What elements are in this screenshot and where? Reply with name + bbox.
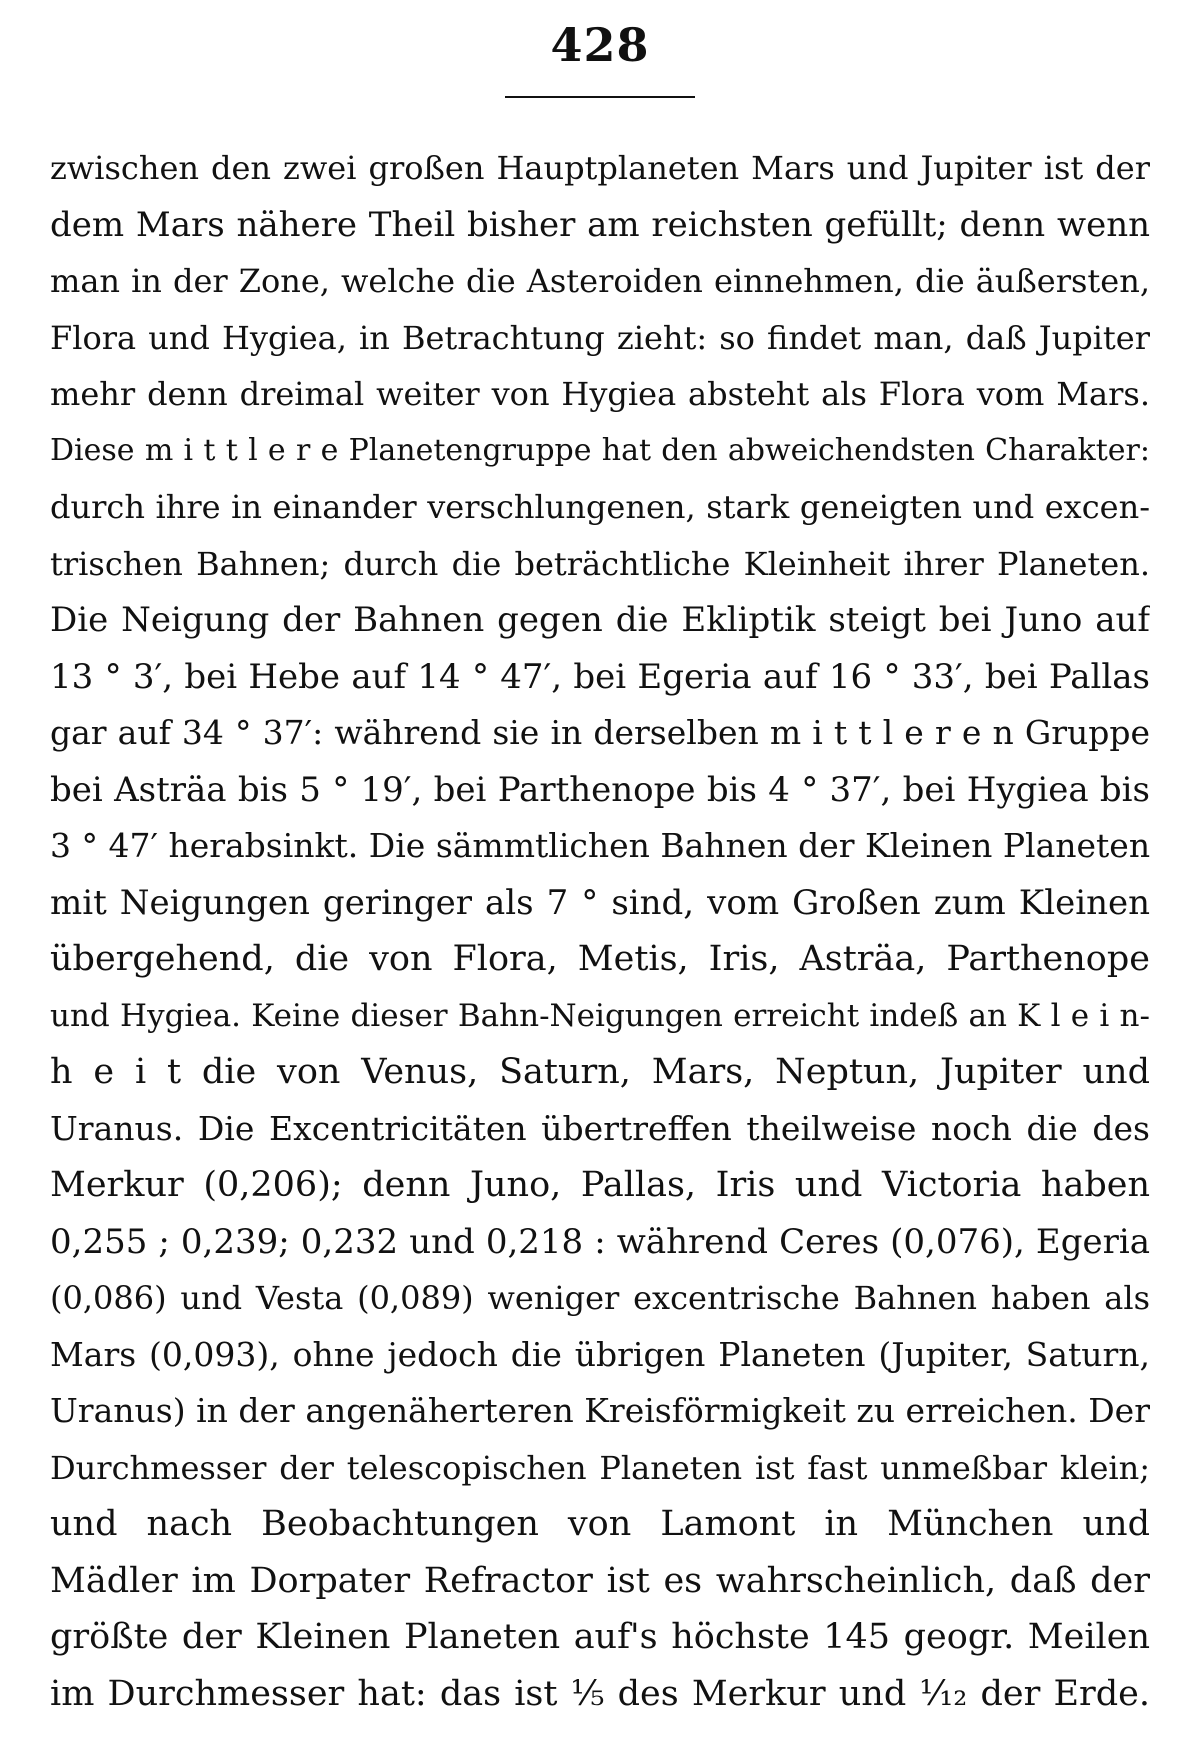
text-line: zwischen den zwei großen Hauptplaneten Mars und Jupiter ist der <box>50 149 1150 187</box>
text-line: mehr denn dreimal weiter von Hygiea absteht als Flora vom Mars. <box>50 375 1150 413</box>
text-line: Mädler im Dorpater Refractor ist es wahrscheinlich, daß der <box>50 1560 1150 1601</box>
text-line: Uranus) in der angenäherteren Kreisförmigkeit zu erreichen. Der <box>50 1391 1150 1430</box>
text-line: Diese m i t t l e r e Planetengruppe hat den abweichendsten Charakter: <box>50 432 1150 468</box>
text-line: Die Neigung der Bahnen gegen die Ekliptik steigt bei Juno auf <box>50 600 1150 640</box>
text-line: dem Mars nähere Theil bisher am reichsten gefüllt; denn wenn <box>50 204 1150 245</box>
text-line: 13 ° 3′, bei Hebe auf 14 ° 47′, bei Egeria auf 16 ° 33′, bei Pallas <box>50 656 1150 697</box>
text-line: durch ihre in einander verschlungenen, stark geneigten und excen- <box>50 488 1150 526</box>
text-line: bei Asträa bis 5 ° 19′, bei Parthenope bis 4 ° 37′, bei Hygiea bis <box>50 769 1150 810</box>
text-line: übergehend, die von Flora, Metis, Iris, Asträa, Parthenope <box>50 939 1150 979</box>
text-line: (0,086) und Vesta (0,089) weniger excentrische Bahnen haben als <box>50 1279 1150 1317</box>
page-number: 428 <box>550 18 650 72</box>
text-line: im Durchmesser hat: das ist ¹⁄₅ des Merkur und ¹⁄₁₂ der Erde. <box>50 1673 1150 1714</box>
text-line: Durchmesser der telescopischen Planeten ist fast unmeßbar klein; <box>50 1448 1150 1487</box>
text-line: Uranus. Die Excentricitäten übertreffen theilweise noch die des <box>50 1108 1150 1148</box>
header-rule <box>505 96 695 98</box>
text-line: Merkur (0,206); denn Juno, Pallas, Iris und Victoria haben <box>50 1165 1150 1205</box>
text-line: 0,255 ; 0,239; 0,232 und 0,218 : während Ceres (0,076), Egeria <box>50 1221 1150 1262</box>
body-text <box>50 140 1150 1722</box>
text-line: gar auf 34 ° 37′: während sie in derselben m i t t l e r e n Gruppe <box>50 713 1150 752</box>
text-line: und nach Beobachtungen von Lamont in München und <box>50 1504 1150 1544</box>
text-line: größte der Kleinen Planeten auf's höchste 145 geogr. Meilen <box>50 1617 1150 1657</box>
text-line: mit Neigungen geringer als 7 ° sind, vom Großen zum Kleinen <box>50 882 1150 923</box>
text-line: h e i t die von Venus, Saturn, Mars, Neptun, Jupiter und <box>50 1052 1150 1092</box>
text-line: 3 ° 47′ herabsinkt. Die sämmtlichen Bahnen der Kleinen Planeten <box>50 826 1150 865</box>
text-line: Flora und Hygiea, in Betrachtung zieht: so findet man, daß Jupiter <box>50 318 1150 357</box>
text-line: Mars (0,093), ohne jedoch die übrigen Planeten (Jupiter, Saturn, <box>50 1334 1150 1374</box>
text-line: man in der Zone, welche die Asteroiden einnehmen, die äußersten, <box>50 262 1150 300</box>
text-line: trischen Bahnen; durch die beträchtliche Kleinheit ihrer Planeten. <box>50 544 1150 583</box>
text-line: und Hygiea. Keine dieser Bahn-Neigungen erreicht indeß an K l e i n- <box>50 997 1150 1034</box>
